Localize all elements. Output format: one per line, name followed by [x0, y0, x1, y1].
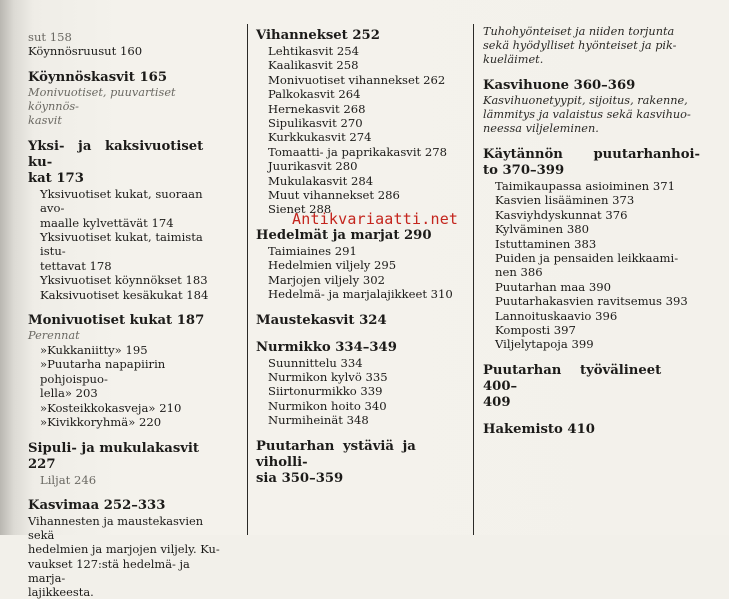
toc-description: kasvit [28, 113, 62, 127]
toc-line: Sipulikasvit 270 [268, 116, 363, 131]
toc-line: Köynnösruusut 160 [28, 44, 143, 59]
column-divider [247, 24, 248, 535]
toc-description: Monivuotiset, puuvartiset köynnös- [28, 85, 176, 113]
toc-line: Juurikasvit 280 [268, 159, 358, 174]
toc-line: maalle kylvettävät 174 [40, 215, 174, 230]
toc-description: hedelmien ja marjojen viljely. Ku- [28, 542, 220, 557]
toc-line: sut 158 [28, 30, 72, 44]
toc-description: neessa viljeleminen. [483, 122, 599, 135]
toc-line: Taimikaupassa asioiminen 371 [495, 179, 675, 193]
toc-line: Nurmikon hoito 340 [268, 398, 387, 413]
toc-line: Yksivuotiset köynnökset 183 [40, 273, 208, 288]
toc-heading: to 370–399 [483, 163, 565, 178]
toc-line: Viljelytapoja 399 [495, 337, 594, 352]
toc-line: Mukulakasvit 284 [268, 173, 374, 188]
toc-description: Tuhohyönteiset ja niiden torjunta [483, 25, 675, 38]
toc-line: Marjojen viljely 302 [268, 272, 386, 287]
toc-line: »Kosteikkokasveja» 210 [40, 400, 182, 415]
toc-line: »Puutarha napapiirin pohjoispuo- [40, 357, 166, 386]
toc-heading: Kasvimaa 252–333 [28, 497, 166, 513]
toc-description: Perennat [28, 329, 80, 343]
toc-heading: Köynnöskasvit 165 [28, 69, 168, 85]
toc-heading: Monivuotiset kukat 187 [28, 313, 205, 329]
toc-heading: Käytännön puutarhanhoi- [483, 147, 701, 162]
toc-line: Hedelmä- ja marjalajikkeet 310 [268, 287, 453, 302]
toc-line: Kylväminen 380 [495, 222, 589, 237]
toc-description: lämmitys ja valaistus sekä kasvihuo- [483, 108, 691, 121]
toc-description: Kasvihuonetyypit, sijoitus, rakenne, [483, 94, 688, 107]
toc-line: Hernekasvit 268 [268, 101, 366, 116]
toc-line: Puutarhakasvien ravitsemus 393 [495, 294, 688, 309]
toc-line: Komposti 397 [495, 323, 576, 338]
toc-line: Lehtikasvit 254 [268, 44, 360, 58]
toc-description: lajikkeesta. [28, 584, 94, 599]
toc-line: Yksivuotiset kukat, taimista istu- [40, 230, 203, 259]
toc-line: Puiden ja pensaiden leikkaami- [495, 251, 679, 266]
toc-line: Muut vihannekset 286 [268, 188, 400, 203]
toc-line: Yksivuotiset kukat, suoraan avo- [40, 186, 203, 216]
toc-line: Nurmikon kylvö 335 [268, 369, 388, 384]
toc-heading: Hakemisto 410 [483, 421, 595, 437]
toc-heading: Yksi- ja kaksivuotiset ku- [28, 138, 204, 170]
toc-heading: Vihannekset 252 [256, 28, 380, 43]
toc-description: vaukset 127:stä hedelmä- ja marja- [28, 556, 190, 585]
toc-heading: kat 173 [28, 170, 84, 186]
toc-line: Siirtonurmikko 339 [268, 384, 383, 399]
toc-line: Palkokasvit 264 [268, 87, 361, 102]
toc-line: tettavat 178 [40, 258, 112, 273]
watermark: Antikvariaatti.net [292, 210, 459, 228]
toc-heading: Nurmikko 334–349 [256, 339, 397, 355]
toc-line: Tomaatti- ja paprikakasvit 278 [268, 144, 448, 159]
toc-heading: Maustekasvit 324 [256, 312, 387, 328]
toc-description: Vihannesten ja maustekasvien sekä [28, 513, 204, 543]
column-divider [473, 24, 474, 535]
toc-line: Kasvien lisääminen 373 [495, 193, 635, 208]
toc-line: Sienet 288 [268, 202, 332, 217]
toc-description: sekä hyödylliset hyönteiset ja pik- [483, 39, 677, 52]
toc-heading: 409 [483, 394, 511, 410]
toc-line: nen 386 [495, 265, 543, 280]
toc-line: Kaksivuotiset kesäkukat 184 [40, 287, 209, 302]
toc-line: Puutarhan maa 390 [495, 279, 612, 294]
toc-line: Nurmiheinät 348 [268, 413, 369, 428]
toc-column-3 [483, 25, 703, 438]
toc-line: Hedelmien viljely 295 [268, 258, 397, 273]
toc-heading: Puutarhan työvälineet 400– [483, 362, 662, 394]
toc-line: Taimiaines 291 [268, 243, 357, 258]
toc-line: Kaalikasvit 258 [268, 58, 359, 73]
toc-line: Lannoituskaavio 396 [495, 308, 618, 323]
toc-line: Kasviyhdyskunnat 376 [495, 207, 628, 222]
toc-heading: Kasvihuone 360–369 [483, 78, 636, 93]
toc-line: lella» 203 [40, 386, 98, 401]
toc-heading: Puutarhan ystäviä ja viholli- [256, 438, 416, 470]
toc-line: Suunnittelu 334 [268, 355, 363, 370]
toc-line: Istuttaminen 383 [495, 236, 597, 251]
toc-line: »Kukkaniitty» 195 [40, 343, 148, 358]
toc-heading: sia 350–359 [256, 470, 344, 486]
toc-column-2 [256, 28, 466, 487]
toc-heading: Sipuli- ja mukulakasvit 227 [28, 440, 200, 472]
toc-line: Liljat 246 [40, 472, 97, 487]
toc-line: Kurkkukasvit 274 [268, 130, 372, 145]
toc-column-1 [28, 30, 230, 599]
toc-description: kueläimet. [483, 53, 544, 66]
toc-heading: Hedelmät ja marjat 290 [256, 227, 432, 243]
toc-line: »Kivikkoryhmä» 220 [40, 415, 162, 430]
toc-line: Monivuotiset vihannekset 262 [268, 72, 446, 87]
